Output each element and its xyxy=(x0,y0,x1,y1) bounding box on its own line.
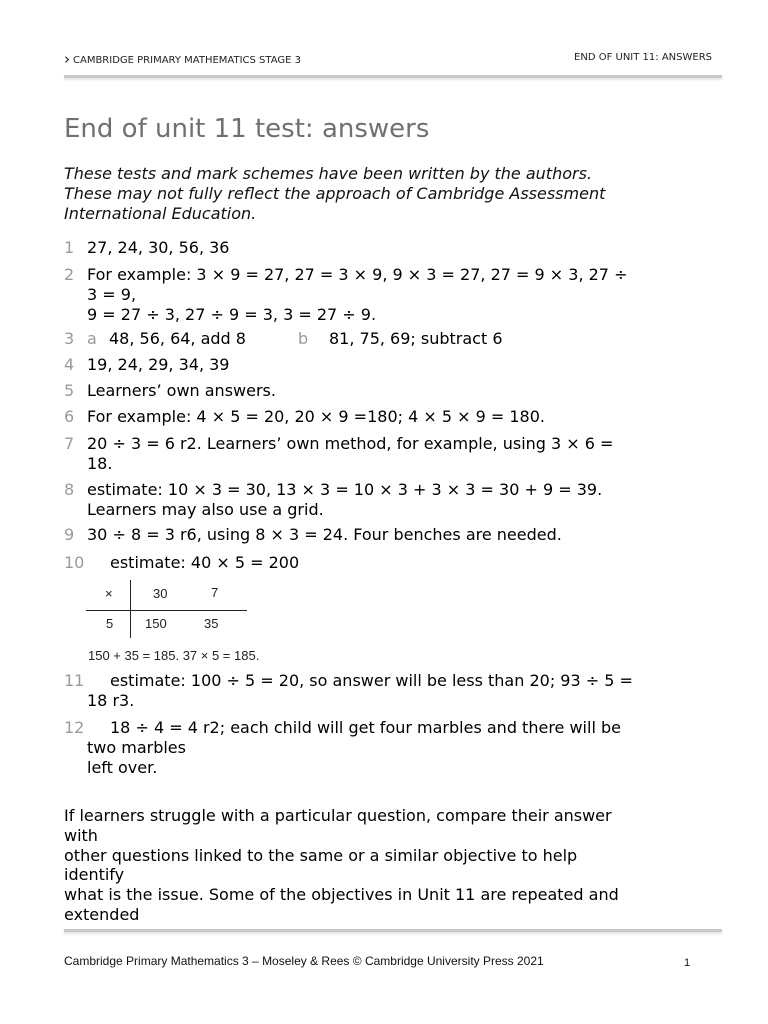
answer-number: 2 xyxy=(64,265,75,284)
answer-number: 7 xyxy=(64,434,75,453)
answer-text: estimate: 10 × 3 = 30, 13 × 3 = 10 × 3 + 3 × 3 = 30 + 9 = 39. xyxy=(87,480,603,499)
answer-12 xyxy=(64,718,621,778)
intro-note xyxy=(64,164,704,224)
closing-line: with xyxy=(64,825,98,845)
answer-text: 20 ÷ 3 = 6 r2. Learners’ own method, for example, using 3 × 6 = xyxy=(87,434,614,453)
footer-copyright: Cambridge Primary Mathematics 3 – Moseley & Rees © Cambridge University Press 2021 xyxy=(64,954,544,968)
grid-horizontal-line xyxy=(86,610,247,611)
answer-number: 11 xyxy=(64,671,85,690)
answer-number: 1 xyxy=(64,238,75,257)
answer-text-a: 48, 56, 64, add 8 xyxy=(109,329,246,348)
answer-3 xyxy=(64,329,503,349)
answer-text: left over. xyxy=(87,758,158,777)
answer-8 xyxy=(64,480,602,520)
grid-row-header: 5 xyxy=(106,616,114,631)
answer-number: 3 xyxy=(64,329,75,348)
answer-2 xyxy=(64,265,627,325)
answer-text: 18 r3. xyxy=(87,691,135,710)
intro-line: These may not fully reflect the approach of Cambridge Assessment xyxy=(64,184,606,203)
answer-7 xyxy=(64,434,613,474)
grid-cell: 35 xyxy=(204,616,219,631)
answer-6 xyxy=(64,407,545,427)
answer-text: 19, 24, 29, 34, 39 xyxy=(87,355,230,374)
intro-line: International Education. xyxy=(64,204,257,223)
answer-4 xyxy=(64,355,229,375)
answer-10 xyxy=(64,553,299,573)
page-number: 1 xyxy=(684,957,691,969)
answer-number: 4 xyxy=(64,355,75,374)
page-title: End of unit 11 test: answers xyxy=(64,114,430,144)
answer-5 xyxy=(64,381,276,401)
answer-text: two marbles xyxy=(87,738,186,757)
answer-text-b: 81, 75, 69; subtract 6 xyxy=(328,329,503,348)
closing-line: If learners struggle with a particular question, compare their answer xyxy=(64,806,612,825)
answer-number: 10 xyxy=(64,553,85,572)
answer-text: 30 ÷ 8 = 3 r6, using 8 × 3 = 24. Four benches are needed. xyxy=(87,525,562,544)
grid-column-header: 7 xyxy=(211,585,219,600)
answer-text: Learners may also use a grid. xyxy=(87,500,324,519)
header-right-text: END OF UNIT 11: ANSWERS xyxy=(574,52,712,63)
answer-text: 18. xyxy=(87,454,113,473)
running-header xyxy=(64,52,714,68)
closing-line: other questions linked to the same or a similar objective to help xyxy=(64,845,578,865)
header-left xyxy=(64,52,301,68)
grid-working: 150 + 35 = 185. 37 × 5 = 185. xyxy=(88,648,260,663)
multiplication-grid xyxy=(86,578,256,640)
part-label-a: a xyxy=(87,329,97,348)
answer-text: 27, 24, 30, 56, 36 xyxy=(87,238,230,257)
intro-line: These tests and mark schemes have been written by the authors. xyxy=(64,164,592,183)
answer-text: estimate: 40 × 5 = 200 xyxy=(110,553,300,572)
answer-text: 9 = 27 ÷ 3, 27 ÷ 9 = 3, 3 = 27 ÷ 9. xyxy=(87,305,377,324)
answer-9 xyxy=(64,525,562,545)
answer-11 xyxy=(64,671,633,711)
footer-divider xyxy=(64,929,722,932)
part-label-b: b xyxy=(297,329,309,348)
grid-vertical-line xyxy=(130,580,131,638)
answer-text: For example: 4 × 5 = 20, 20 × 9 =180; 4 × 5 × 9 = 180. xyxy=(87,407,545,426)
grid-cell: 150 xyxy=(145,616,167,631)
answer-text: estimate: 100 ÷ 5 = 20, so answer will be less than 20; 93 ÷ 5 = xyxy=(110,671,633,690)
grid-corner: × xyxy=(105,586,113,601)
closing-line: what is the issue. Some of the objectives in Unit 11 are repeated and xyxy=(64,885,619,905)
answer-text: Learners’ own answers. xyxy=(87,381,276,400)
chevron-right-icon: › xyxy=(64,50,70,68)
answer-text: For example: 3 × 9 = 27, 27 = 3 × 9, 9 × 3 = 27, 27 = 9 × 3, 27 ÷ xyxy=(87,265,628,284)
answer-text: 18 ÷ 4 = 4 r2; each child will get four marbles and there will be xyxy=(110,718,621,737)
closing-paragraph xyxy=(64,806,714,925)
answer-number: 6 xyxy=(64,407,75,426)
answer-1 xyxy=(64,238,229,258)
header-left-text: CAMBRIDGE PRIMARY MATHEMATICS STAGE 3 xyxy=(73,54,301,66)
answer-number: 12 xyxy=(64,718,85,737)
answer-number: 5 xyxy=(64,381,75,400)
answer-number: 8 xyxy=(64,480,75,499)
closing-line: identify xyxy=(64,865,125,885)
grid-column-header: 30 xyxy=(153,586,168,601)
header-divider xyxy=(64,75,722,78)
answer-number: 9 xyxy=(64,525,75,544)
closing-line: extended xyxy=(64,904,140,924)
answer-text: 3 = 9, xyxy=(87,285,137,304)
